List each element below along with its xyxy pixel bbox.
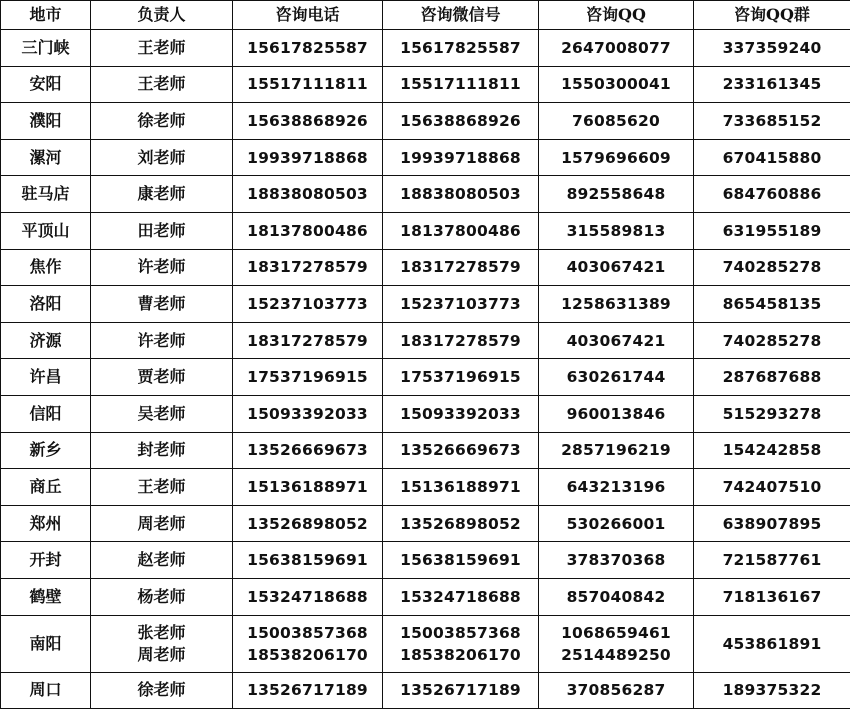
cell-person-line: 王老师 (137, 476, 186, 496)
cell-qq (539, 542, 694, 579)
cell-qq-group: 670415880 (694, 139, 850, 176)
cell-city: 许昌 (1, 359, 91, 396)
table-row (1, 66, 850, 103)
cell-wechat (383, 432, 539, 469)
cell-qq-group: 865458135 (694, 286, 850, 323)
cell-person-line: 康老师 (137, 184, 186, 204)
cell-qq (539, 578, 694, 615)
cell-person (91, 30, 233, 67)
table-row (1, 395, 850, 432)
cell-phone (233, 542, 383, 579)
cell-qq-line: 76085620 (572, 111, 660, 130)
cell-qq-line: 1258631389 (561, 294, 671, 313)
cell-city: 开封 (1, 542, 91, 579)
table-row (1, 103, 850, 140)
cell-person (91, 615, 233, 672)
cell-city: 济源 (1, 322, 91, 359)
cell-qq-group: 515293278 (694, 395, 850, 432)
header-qq-group: 咨询QQ群 (694, 1, 850, 30)
cell-wechat-line: 13526898052 (400, 514, 521, 533)
cell-wechat-line: 13526669673 (400, 441, 521, 460)
cell-qq-group: 638907895 (694, 505, 850, 542)
cell-person (91, 505, 233, 542)
cell-qq (539, 505, 694, 542)
cell-person-line: 王老师 (137, 37, 186, 57)
cell-phone-line: 15003857368 (247, 623, 368, 642)
cell-wechat (383, 212, 539, 249)
cell-phone-line: 15237103773 (247, 294, 368, 313)
cell-person (91, 322, 233, 359)
cell-phone (233, 615, 383, 672)
cell-qq-line: 630261744 (566, 368, 666, 387)
cell-person (91, 469, 233, 506)
cell-qq-group: 337359240 (694, 30, 850, 67)
cell-qq-line: 315589813 (566, 221, 666, 240)
cell-wechat-line: 15237103773 (400, 294, 521, 313)
cell-wechat-line: 15093392033 (400, 404, 521, 423)
cell-qq (539, 176, 694, 213)
cell-phone-line: 17537196915 (247, 368, 368, 387)
cell-qq-line: 892558648 (566, 185, 666, 204)
cell-qq-line: 403067421 (566, 258, 666, 277)
table-row (1, 469, 850, 506)
cell-person-line: 刘老师 (137, 147, 186, 167)
cell-person-line: 赵老师 (137, 550, 186, 570)
cell-qq (539, 66, 694, 103)
cell-person-line: 徐老师 (137, 680, 186, 700)
cell-wechat (383, 176, 539, 213)
cell-wechat (383, 359, 539, 396)
cell-person (91, 176, 233, 213)
cell-person (91, 542, 233, 579)
table-row (1, 672, 850, 709)
cell-wechat-line: 18538206170 (400, 645, 521, 664)
cell-person (91, 395, 233, 432)
cell-person-line: 吴老师 (137, 403, 186, 423)
cell-qq (539, 249, 694, 286)
cell-city: 商丘 (1, 469, 91, 506)
cell-person-line: 田老师 (137, 220, 186, 240)
cell-phone-line: 15324718688 (247, 587, 368, 606)
cell-qq-group: 733685152 (694, 103, 850, 140)
cell-qq (539, 359, 694, 396)
cell-phone (233, 212, 383, 249)
header-qq: 咨询QQ (539, 1, 694, 30)
cell-wechat (383, 322, 539, 359)
cell-qq (539, 286, 694, 323)
cell-city: 焦作 (1, 249, 91, 286)
table-row (1, 286, 850, 323)
cell-qq (539, 30, 694, 67)
cell-phone (233, 672, 383, 709)
cell-city: 濮阳 (1, 103, 91, 140)
cell-wechat (383, 542, 539, 579)
cell-person (91, 578, 233, 615)
cell-wechat-line: 18137800486 (400, 221, 521, 240)
cell-qq (539, 672, 694, 709)
cell-qq-line: 960013846 (566, 404, 666, 423)
cell-qq-line: 378370368 (566, 551, 666, 570)
cell-city: 平顶山 (1, 212, 91, 249)
cell-person-line: 周老师 (137, 513, 186, 533)
cell-city: 郑州 (1, 505, 91, 542)
table-row (1, 615, 850, 672)
cell-wechat (383, 395, 539, 432)
cell-qq (539, 139, 694, 176)
cell-qq-group: 684760886 (694, 176, 850, 213)
cell-wechat-line: 15638868926 (400, 111, 521, 130)
cell-qq (539, 395, 694, 432)
cell-person (91, 432, 233, 469)
cell-wechat (383, 139, 539, 176)
cell-phone (233, 578, 383, 615)
cell-qq-group: 721587761 (694, 542, 850, 579)
cell-city: 驻马店 (1, 176, 91, 213)
cell-wechat (383, 66, 539, 103)
cell-qq-line: 1579696609 (561, 148, 671, 167)
cell-wechat-line: 13526717189 (400, 681, 521, 700)
cell-phone (233, 176, 383, 213)
cell-phone (233, 322, 383, 359)
cell-qq-group: 740285278 (694, 322, 850, 359)
cell-qq (539, 615, 694, 672)
table-row (1, 212, 850, 249)
cell-phone (233, 359, 383, 396)
cell-phone (233, 139, 383, 176)
cell-wechat (383, 286, 539, 323)
table-row (1, 542, 850, 579)
cell-phone (233, 30, 383, 67)
cell-person (91, 139, 233, 176)
cell-city: 南阳 (1, 615, 91, 672)
cell-phone (233, 286, 383, 323)
table-row (1, 322, 850, 359)
header-wechat: 咨询微信号 (383, 1, 539, 30)
cell-phone-line: 13526717189 (247, 681, 368, 700)
cell-phone (233, 505, 383, 542)
cell-phone (233, 432, 383, 469)
cell-wechat-line: 15324718688 (400, 587, 521, 606)
cell-phone-line: 18137800486 (247, 221, 368, 240)
cell-qq-line: 2647008077 (561, 38, 671, 57)
cell-phone (233, 249, 383, 286)
cell-phone (233, 469, 383, 506)
cell-person (91, 359, 233, 396)
cell-phone-line: 18317278579 (247, 331, 368, 350)
cell-qq-group: 631955189 (694, 212, 850, 249)
cell-person-line: 曹老师 (137, 293, 186, 313)
cell-wechat (383, 672, 539, 709)
table-row (1, 359, 850, 396)
table-row (1, 432, 850, 469)
table-row (1, 139, 850, 176)
cell-wechat (383, 30, 539, 67)
cell-qq-line: 2514489250 (561, 645, 671, 664)
header-person: 负责人 (91, 1, 233, 30)
table-row (1, 176, 850, 213)
cell-qq-group: 718136167 (694, 578, 850, 615)
cell-person-line: 徐老师 (137, 110, 186, 130)
cell-qq-group: 453861891 (694, 615, 850, 672)
cell-wechat-line: 19939718868 (400, 148, 521, 167)
cell-person-line: 许老师 (137, 330, 186, 350)
cell-wechat-line: 15136188971 (400, 477, 521, 496)
cell-person (91, 212, 233, 249)
table-body (1, 30, 850, 709)
cell-person-line: 周老师 (137, 644, 186, 664)
cell-person-line: 贾老师 (137, 367, 186, 387)
cell-phone-line: 18317278579 (247, 258, 368, 277)
cell-city: 安阳 (1, 66, 91, 103)
cell-wechat-line: 18317278579 (400, 331, 521, 350)
cell-qq-line: 1550300041 (561, 75, 671, 94)
cell-city: 周口 (1, 672, 91, 709)
cell-city: 信阳 (1, 395, 91, 432)
cell-phone (233, 103, 383, 140)
cell-qq (539, 322, 694, 359)
cell-qq-group: 287687688 (694, 359, 850, 396)
cell-city: 新乡 (1, 432, 91, 469)
cell-phone-line: 15136188971 (247, 477, 368, 496)
cell-qq-line: 1068659461 (561, 623, 671, 642)
table-row (1, 505, 850, 542)
cell-wechat (383, 505, 539, 542)
cell-qq-group: 740285278 (694, 249, 850, 286)
cell-qq-group: 189375322 (694, 672, 850, 709)
cell-qq (539, 469, 694, 506)
cell-qq-line: 643213196 (566, 477, 666, 496)
cell-person-line: 封老师 (137, 440, 186, 460)
cell-wechat (383, 103, 539, 140)
cell-phone-line: 13526669673 (247, 441, 368, 460)
cell-qq-group: 742407510 (694, 469, 850, 506)
cell-wechat-line: 18838080503 (400, 185, 521, 204)
cell-qq-line: 403067421 (566, 331, 666, 350)
cell-city: 洛阳 (1, 286, 91, 323)
cell-phone-line: 15093392033 (247, 404, 368, 423)
cell-qq (539, 212, 694, 249)
cell-qq-line: 370856287 (566, 681, 666, 700)
cell-qq-line: 2857196219 (561, 441, 671, 460)
cell-wechat (383, 578, 539, 615)
cell-person (91, 286, 233, 323)
table-row (1, 249, 850, 286)
cell-wechat-line: 17537196915 (400, 368, 521, 387)
cell-phone-line: 18838080503 (247, 185, 368, 204)
cell-phone-line: 15638159691 (247, 551, 368, 570)
cell-phone (233, 395, 383, 432)
table-header-row (1, 1, 850, 30)
cell-qq (539, 103, 694, 140)
cell-phone-line: 15517111811 (247, 75, 368, 94)
cell-city: 三门峡 (1, 30, 91, 67)
cell-wechat (383, 469, 539, 506)
header-city: 地市 (1, 1, 91, 30)
cell-wechat-line: 15617825587 (400, 38, 521, 57)
cell-person-line: 王老师 (137, 74, 186, 94)
cell-phone-line: 13526898052 (247, 514, 368, 533)
cell-person-line: 杨老师 (137, 586, 186, 606)
cell-qq (539, 432, 694, 469)
cell-person-line: 张老师 (137, 622, 186, 642)
cell-wechat-line: 18317278579 (400, 258, 521, 277)
cell-city: 鹤壁 (1, 578, 91, 615)
cell-person (91, 103, 233, 140)
cell-person (91, 672, 233, 709)
cell-wechat-line: 15003857368 (400, 623, 521, 642)
cell-phone-line: 19939718868 (247, 148, 368, 167)
cell-phone-line: 15617825587 (247, 38, 368, 57)
table-row (1, 30, 850, 67)
cell-qq-group: 233161345 (694, 66, 850, 103)
cell-wechat (383, 249, 539, 286)
cell-phone-line: 18538206170 (247, 645, 368, 664)
cell-phone (233, 66, 383, 103)
cell-person (91, 249, 233, 286)
cell-wechat-line: 15638159691 (400, 551, 521, 570)
cell-person (91, 66, 233, 103)
header-phone: 咨询电话 (233, 1, 383, 30)
cell-qq-line: 857040842 (566, 587, 666, 606)
cell-wechat-line: 15517111811 (400, 75, 521, 94)
cell-person-line: 许老师 (137, 257, 186, 277)
cell-city: 漯河 (1, 139, 91, 176)
cell-qq-line: 530266001 (566, 514, 666, 533)
cell-phone-line: 15638868926 (247, 111, 368, 130)
cell-qq-group: 154242858 (694, 432, 850, 469)
table-row (1, 578, 850, 615)
cell-wechat (383, 615, 539, 672)
